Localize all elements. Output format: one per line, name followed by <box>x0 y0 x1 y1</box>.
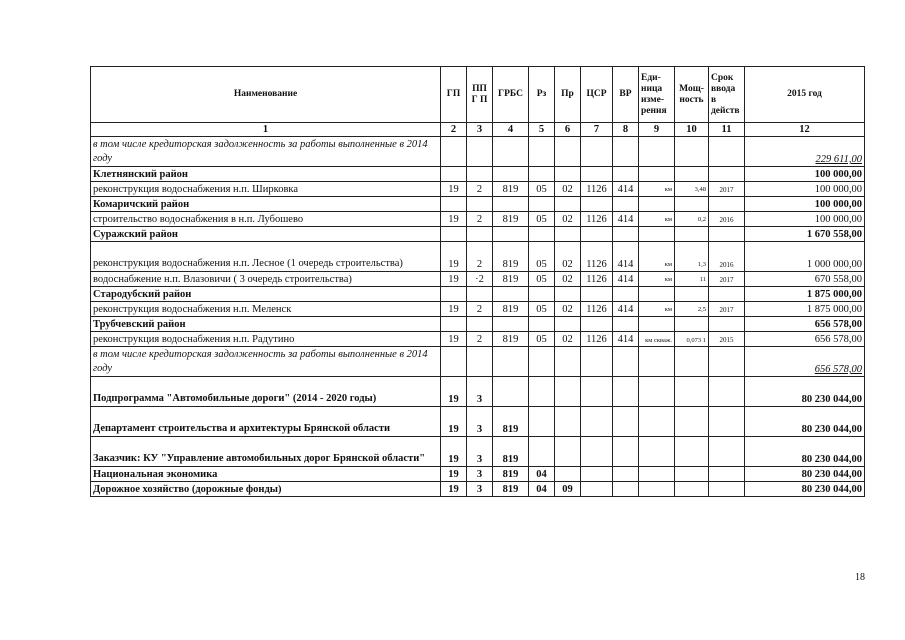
cell-ppg: 3 <box>467 467 493 482</box>
cell-rz <box>529 377 555 407</box>
cell-unit <box>639 317 675 332</box>
cell-cs: 1126 <box>581 242 613 272</box>
cell-power <box>675 317 709 332</box>
cell-deadline: 2016 <box>709 212 745 227</box>
header-unit: Еди-ница изме-рения <box>639 67 675 123</box>
cell-grbs: 819 <box>493 437 529 467</box>
header-rz: Рз <box>529 67 555 123</box>
cell-value: 80 230 044,00 <box>745 482 865 497</box>
cell-ppg: 3 <box>467 407 493 437</box>
cell-ppg: 2 <box>467 242 493 272</box>
cell-power <box>675 377 709 407</box>
cell-grbs: 819 <box>493 302 529 317</box>
cell-pr <box>555 317 581 332</box>
cell-value: 1 875 000,00 <box>745 287 865 302</box>
cell-pr: 09 <box>555 482 581 497</box>
cell-gp <box>441 137 467 167</box>
cell-deadline: 2017 <box>709 182 745 197</box>
cell-deadline: 2016 <box>709 242 745 272</box>
table-row <box>91 287 865 302</box>
cell-name: Дорожное хозяйство (дорожные фонды) <box>91 482 441 497</box>
cell-vr <box>613 467 639 482</box>
cell-grbs: 819 <box>493 182 529 197</box>
cell-grbs <box>493 227 529 242</box>
cell-value: 229 611,00 <box>745 137 865 167</box>
cell-pr: 02 <box>555 182 581 197</box>
cell-pr <box>555 377 581 407</box>
cell-value: 656 578,00 <box>745 317 865 332</box>
cell-vr <box>613 347 639 377</box>
cell-rz <box>529 287 555 302</box>
cell-ppg <box>467 287 493 302</box>
cell-vr: 414 <box>613 242 639 272</box>
cell-deadline <box>709 227 745 242</box>
cell-ppg <box>467 227 493 242</box>
cell-power <box>675 467 709 482</box>
cell-cs: 1126 <box>581 182 613 197</box>
cell-vr <box>613 377 639 407</box>
cell-unit <box>639 437 675 467</box>
col-number: 12 <box>745 123 865 137</box>
cell-ppg <box>467 167 493 182</box>
cell-gp: 19 <box>441 437 467 467</box>
cell-power <box>675 197 709 212</box>
cell-unit <box>639 482 675 497</box>
cell-gp <box>441 347 467 377</box>
cell-grbs <box>493 167 529 182</box>
cell-ppg <box>467 317 493 332</box>
cell-value: 656 578,00 <box>745 347 865 377</box>
cell-name: реконструкция водоснабжения н.п. Ширковка <box>91 182 441 197</box>
table-row <box>91 317 865 332</box>
cell-deadline <box>709 347 745 377</box>
cell-deadline <box>709 467 745 482</box>
cell-unit <box>639 407 675 437</box>
header-deadline: Срок ввода в действ <box>709 67 745 123</box>
cell-value: 656 578,00 <box>745 332 865 347</box>
cell-unit: км <box>639 212 675 227</box>
cell-cs <box>581 377 613 407</box>
cell-value: 1 000 000,00 <box>745 242 865 272</box>
cell-unit: км <box>639 182 675 197</box>
table-row <box>91 302 865 317</box>
table-body <box>91 137 865 497</box>
cell-ppg: 2 <box>467 212 493 227</box>
cell-name: Стародубский район <box>91 287 441 302</box>
cell-name: Трубчевский район <box>91 317 441 332</box>
col-number: 4 <box>493 123 529 137</box>
cell-power <box>675 482 709 497</box>
cell-rz <box>529 407 555 437</box>
cell-grbs <box>493 137 529 167</box>
cell-grbs <box>493 377 529 407</box>
cell-rz <box>529 137 555 167</box>
cell-vr <box>613 197 639 212</box>
header-power: Мощ-ность <box>675 67 709 123</box>
col-number: 9 <box>639 123 675 137</box>
cell-cs <box>581 437 613 467</box>
cell-rz <box>529 437 555 467</box>
budget-table <box>90 66 865 497</box>
table-row <box>91 407 865 437</box>
cell-grbs <box>493 287 529 302</box>
cell-rz <box>529 197 555 212</box>
cell-grbs: 819 <box>493 242 529 272</box>
col-number: 10 <box>675 123 709 137</box>
cell-cs <box>581 467 613 482</box>
cell-grbs: 819 <box>493 272 529 287</box>
cell-cs <box>581 347 613 377</box>
cell-grbs: 819 <box>493 407 529 437</box>
cell-gp: 19 <box>441 242 467 272</box>
cell-pr <box>555 287 581 302</box>
cell-unit <box>639 287 675 302</box>
cell-name: Департамент строительства и архитектуры Брянской области <box>91 407 441 437</box>
cell-name: реконструкция водоснабжения н.п. Лесное (1 очередь строительства) <box>91 242 441 272</box>
cell-name: реконструкция водоснабжения н.п. Радутино <box>91 332 441 347</box>
cell-gp: 19 <box>441 212 467 227</box>
col-number: 11 <box>709 123 745 137</box>
cell-name: Клетнянский район <box>91 167 441 182</box>
cell-grbs <box>493 317 529 332</box>
cell-power: 0,073 1 <box>675 332 709 347</box>
cell-vr: 414 <box>613 302 639 317</box>
cell-gp: 19 <box>441 467 467 482</box>
table-row <box>91 272 865 287</box>
cell-name: реконструкция водоснабжения н.п. Меленск <box>91 302 441 317</box>
cell-gp: 19 <box>441 182 467 197</box>
cell-unit: км скваж. <box>639 332 675 347</box>
table-row <box>91 212 865 227</box>
cell-cs <box>581 197 613 212</box>
cell-ppg: 3 <box>467 377 493 407</box>
table-row <box>91 437 865 467</box>
cell-rz: 05 <box>529 332 555 347</box>
cell-pr <box>555 407 581 437</box>
col-number: 1 <box>91 123 441 137</box>
cell-vr <box>613 407 639 437</box>
col-number: 6 <box>555 123 581 137</box>
cell-unit <box>639 167 675 182</box>
cell-deadline <box>709 482 745 497</box>
cell-pr <box>555 197 581 212</box>
cell-pr: 02 <box>555 272 581 287</box>
cell-power <box>675 437 709 467</box>
cell-ppg: 2 <box>467 332 493 347</box>
cell-pr: 02 <box>555 242 581 272</box>
header-row <box>91 67 865 123</box>
cell-power <box>675 287 709 302</box>
cell-ppg: 2 <box>467 302 493 317</box>
header-ppg: ПП Г П <box>467 67 493 123</box>
cell-gp: 19 <box>441 482 467 497</box>
header-cs: ЦСР <box>581 67 613 123</box>
cell-vr: 414 <box>613 212 639 227</box>
cell-vr <box>613 287 639 302</box>
cell-gp: 19 <box>441 407 467 437</box>
cell-rz: 05 <box>529 302 555 317</box>
table-row <box>91 197 865 212</box>
cell-name: Заказчик: КУ "Управление автомобильных дорог Брянской области" <box>91 437 441 467</box>
cell-rz: 05 <box>529 242 555 272</box>
cell-vr: 414 <box>613 272 639 287</box>
cell-vr <box>613 137 639 167</box>
header-pr: Пр <box>555 67 581 123</box>
cell-name: в том числе кредиторская задолженность за работы выполненные в 2014 году <box>91 347 441 377</box>
cell-name: водоснабжение н.п. Влазовичи ( 3 очередь строительства) <box>91 272 441 287</box>
cell-name: строительство водоснабжения в н.п. Лубошево <box>91 212 441 227</box>
cell-grbs: 819 <box>493 482 529 497</box>
table-row <box>91 332 865 347</box>
cell-gp: 19 <box>441 302 467 317</box>
cell-grbs: 819 <box>493 212 529 227</box>
cell-unit: км <box>639 302 675 317</box>
table-row <box>91 137 865 167</box>
cell-grbs <box>493 197 529 212</box>
header-name: Наименование <box>91 67 441 123</box>
cell-deadline: 2017 <box>709 302 745 317</box>
cell-unit <box>639 467 675 482</box>
cell-power: 0,2 <box>675 212 709 227</box>
cell-vr <box>613 482 639 497</box>
cell-rz <box>529 317 555 332</box>
cell-cs <box>581 317 613 332</box>
cell-ppg: 3 <box>467 437 493 467</box>
cell-vr <box>613 317 639 332</box>
cell-power: 3,48 <box>675 182 709 197</box>
cell-pr <box>555 347 581 377</box>
cell-cs <box>581 137 613 167</box>
cell-power <box>675 407 709 437</box>
cell-gp: 19 <box>441 272 467 287</box>
cell-gp: 19 <box>441 377 467 407</box>
cell-cs <box>581 407 613 437</box>
cell-value: 100 000,00 <box>745 197 865 212</box>
cell-vr: 414 <box>613 182 639 197</box>
cell-rz: 05 <box>529 272 555 287</box>
cell-name: Национальная экономика <box>91 467 441 482</box>
cell-rz: 04 <box>529 482 555 497</box>
cell-pr: 02 <box>555 212 581 227</box>
cell-pr <box>555 167 581 182</box>
cell-value: 80 230 044,00 <box>745 377 865 407</box>
cell-cs: 1126 <box>581 332 613 347</box>
table-row <box>91 167 865 182</box>
cell-rz <box>529 347 555 377</box>
cell-rz <box>529 227 555 242</box>
cell-gp <box>441 287 467 302</box>
cell-power: 2,5 <box>675 302 709 317</box>
cell-cs <box>581 167 613 182</box>
cell-unit: км <box>639 242 675 272</box>
col-number: 3 <box>467 123 493 137</box>
cell-value: 80 230 044,00 <box>745 467 865 482</box>
cell-pr <box>555 467 581 482</box>
cell-cs <box>581 482 613 497</box>
cell-grbs: 819 <box>493 467 529 482</box>
cell-cs: 1126 <box>581 212 613 227</box>
cell-rz: 05 <box>529 212 555 227</box>
cell-gp: 19 <box>441 332 467 347</box>
table-row <box>91 242 865 272</box>
col-number: 8 <box>613 123 639 137</box>
header-gp: ГП <box>441 67 467 123</box>
cell-unit <box>639 197 675 212</box>
cell-ppg: 2 <box>467 182 493 197</box>
cell-deadline <box>709 287 745 302</box>
cell-deadline <box>709 407 745 437</box>
cell-value: 100 000,00 <box>745 167 865 182</box>
cell-power <box>675 227 709 242</box>
cell-deadline <box>709 137 745 167</box>
col-number: 5 <box>529 123 555 137</box>
cell-power: 11 <box>675 272 709 287</box>
cell-pr <box>555 227 581 242</box>
cell-grbs <box>493 347 529 377</box>
header-vr: ВР <box>613 67 639 123</box>
cell-deadline <box>709 167 745 182</box>
cell-name: Подпрограмма "Автомобильные дороги" (2014 - 2020 годы) <box>91 377 441 407</box>
cell-value: 1 670 558,00 <box>745 227 865 242</box>
table-row <box>91 377 865 407</box>
cell-deadline <box>709 377 745 407</box>
cell-gp <box>441 317 467 332</box>
cell-pr: 02 <box>555 302 581 317</box>
cell-power <box>675 347 709 377</box>
cell-value: 670 558,00 <box>745 272 865 287</box>
col-number: 2 <box>441 123 467 137</box>
cell-deadline <box>709 317 745 332</box>
cell-vr: 414 <box>613 332 639 347</box>
cell-vr <box>613 167 639 182</box>
cell-deadline: 2017 <box>709 272 745 287</box>
cell-cs: 1126 <box>581 272 613 287</box>
cell-gp <box>441 197 467 212</box>
cell-power <box>675 167 709 182</box>
cell-grbs: 819 <box>493 332 529 347</box>
table-row <box>91 347 865 377</box>
cell-value: 80 230 044,00 <box>745 407 865 437</box>
cell-unit <box>639 347 675 377</box>
cell-ppg <box>467 137 493 167</box>
cell-rz: 05 <box>529 182 555 197</box>
table-row <box>91 227 865 242</box>
cell-name: Суражский район <box>91 227 441 242</box>
cell-unit <box>639 137 675 167</box>
cell-cs <box>581 287 613 302</box>
cell-pr <box>555 137 581 167</box>
cell-value: 1 875 000,00 <box>745 302 865 317</box>
cell-rz: 04 <box>529 467 555 482</box>
table-row <box>91 467 865 482</box>
table-row <box>91 182 865 197</box>
cell-value: 80 230 044,00 <box>745 437 865 467</box>
cell-unit <box>639 227 675 242</box>
cell-unit: км <box>639 272 675 287</box>
page-number: 18 <box>855 572 865 583</box>
cell-unit <box>639 377 675 407</box>
cell-vr <box>613 437 639 467</box>
cell-pr <box>555 437 581 467</box>
cell-ppg <box>467 197 493 212</box>
cell-vr <box>613 227 639 242</box>
header-grbs: ГРБС <box>493 67 529 123</box>
cell-value: 100 000,00 <box>745 182 865 197</box>
cell-power <box>675 137 709 167</box>
cell-ppg: 3 <box>467 482 493 497</box>
table-row <box>91 482 865 497</box>
cell-name: Комаричский район <box>91 197 441 212</box>
col-number: 7 <box>581 123 613 137</box>
cell-deadline <box>709 197 745 212</box>
cell-ppg: ·2 <box>467 272 493 287</box>
cell-deadline <box>709 437 745 467</box>
cell-deadline: 2015 <box>709 332 745 347</box>
cell-power: 1,3 <box>675 242 709 272</box>
cell-cs <box>581 227 613 242</box>
header-year: 2015 год <box>745 67 865 123</box>
cell-value: 100 000,00 <box>745 212 865 227</box>
cell-ppg <box>467 347 493 377</box>
cell-rz <box>529 167 555 182</box>
cell-gp <box>441 167 467 182</box>
cell-gp <box>441 227 467 242</box>
column-number-row <box>91 123 865 137</box>
cell-pr: 02 <box>555 332 581 347</box>
cell-cs: 1126 <box>581 302 613 317</box>
cell-name: в том числе кредиторская задолженность за работы выполненные в 2014 году <box>91 137 441 167</box>
